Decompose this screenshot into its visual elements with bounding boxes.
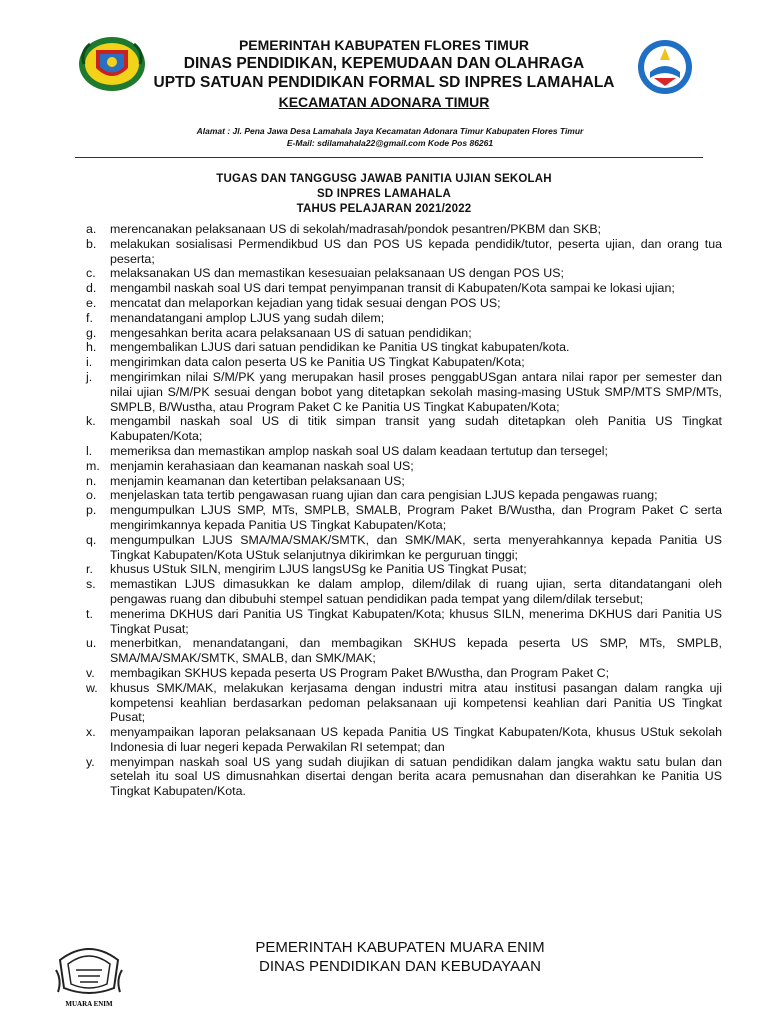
duty-letter: q.	[86, 532, 97, 547]
duty-text: mengambil naskah soal US dari tempat penyimpanan transit di Kabupaten/Kota sampai ke lokasi ujian;	[110, 281, 675, 296]
letterhead-department: DINAS PENDIDIKAN, KEPEMUDAAN DAN OLAHRAGA	[183, 55, 585, 72]
duty-letter: e.	[86, 295, 97, 310]
duty-letter: b.	[86, 236, 97, 251]
address-line: Alamat : Jl. Pena Jawa Desa Lamahala Jaya Kecamatan Adonara Timur Kabupaten Flores Timur	[196, 126, 584, 136]
duty-letter: f.	[86, 310, 93, 325]
footer-logo-caption: MUARA ENIM	[65, 1000, 113, 1008]
duty-item	[86, 533, 722, 563]
duty-item	[86, 503, 722, 533]
duty-item	[86, 266, 722, 281]
duty-item	[86, 636, 722, 666]
letterhead	[0, 36, 768, 112]
header-divider	[75, 157, 703, 158]
duty-letter: k.	[86, 414, 96, 429]
duty-item	[86, 355, 722, 370]
duty-text: menjelaskan tata tertib pengawasan ruang ujian dan cara pengisian LJUS kepada pengawas ruang;	[110, 488, 658, 503]
duty-item	[86, 488, 722, 503]
duty-item	[86, 237, 722, 267]
duty-letter: g.	[86, 325, 97, 340]
duty-letter: n.	[86, 473, 97, 488]
duty-letter: u.	[86, 636, 97, 651]
duty-item	[86, 444, 722, 459]
duty-letter: i.	[86, 355, 93, 370]
duty-item	[86, 725, 722, 755]
document-title	[0, 172, 768, 217]
duty-letter: p.	[86, 503, 97, 518]
duty-text: merencanakan pelaksanaan US di sekolah/madrasah/pondok pesantren/PKBM dan SKB;	[110, 222, 602, 236]
duty-text: khusus SMK/MAK, melakukan kerjasama dengan industri mitra atau institusi pasangan dalam rangka uji kompetensi keahlian berdasarkan pedoman pelaksanaan uji kompetensi keahlian dari Panitia US Tingkat Pusat;	[110, 680, 722, 725]
duty-text: menyampaikan laporan pelaksanaan US kepada Panitia US Tingkat Kabupaten/Kota, khusus UStuk sekolah Indonesia di luar negeri kepada Perwakilan RI setempat; dan	[110, 725, 722, 754]
duty-text: melaksanakan US dan memastikan kesesuaian pelaksanaan US dengan POS US;	[110, 266, 564, 281]
letterhead-government: PEMERINTAH KABUPATEN FLORES TIMUR	[238, 37, 530, 53]
duty-item	[86, 474, 722, 489]
duty-item	[86, 370, 722, 414]
duty-text: memastikan LJUS dimasukkan ke dalam amplop, dilem/dilak di ruang ujian, serta ditandatangani oleh pengawas ruang dan dibubuhi stempel satuan pendidikan pada tempat yang dilem/dilak tersebut;	[110, 577, 722, 606]
duty-text: mencatat dan melaporkan kejadian yang tidak sesuai dengan POS US;	[110, 295, 501, 310]
duty-text: mengesahkan berita acara pelaksanaan US di satuan pendidikan;	[110, 325, 472, 340]
duty-letter: m.	[86, 458, 100, 473]
duty-text: mengumpulkan LJUS SMP, MTs, SMPLB, SMALB, Program Paket B/Wustha, dan Program Paket C serta mengirimkannya kepada Panitia US Tingkat Kabupaten/Kota;	[110, 503, 722, 532]
letterhead-district: KECAMATAN ADONARA TIMUR	[278, 94, 490, 110]
duty-letter: c.	[86, 266, 96, 281]
duty-item	[86, 281, 722, 296]
duty-letter: v.	[86, 665, 95, 680]
duty-text: menjamin kerahasiaan dan keamanan naskah soal US;	[110, 458, 414, 473]
footer-line-2: DINAS PENDIDIKAN DAN KEBUDAYAAN	[258, 958, 541, 975]
duty-letter: r.	[86, 562, 93, 577]
duty-text: melakukan sosialisasi Permendikbud US dan POS US kepada pendidik/tutor, peserta ujian, dan orang tua peserta;	[110, 236, 722, 266]
footer-heading	[150, 938, 650, 976]
duty-item	[86, 459, 722, 474]
duty-letter: w.	[86, 680, 98, 695]
duty-item	[86, 340, 722, 355]
duty-text: menerbitkan, menandatangani, dan membagikan SKHUS kepada peserta US SMP, MTs, SMPLB, SMA/MA/SMAK/SMTK, SMALB, dan SMK/MAK;	[110, 636, 722, 666]
duty-letter: o.	[86, 488, 97, 503]
muara-enim-crest-icon	[54, 940, 124, 1010]
duty-letter: x.	[86, 725, 96, 740]
duty-letter: y.	[86, 754, 95, 769]
title-line-2: SD INPRES LAMAHALA	[317, 188, 451, 200]
duty-text: khusus UStuk SILN, mengirim LJUS langsUSg ke Panitia US Tingkat Pusat;	[110, 562, 527, 577]
duty-text: mengambil naskah soal US di titik simpan transit yang sudah ditetapkan oleh Panitia US Tingkat Kabupaten/Kota;	[110, 414, 722, 444]
duty-item	[86, 607, 722, 637]
duty-item	[86, 681, 722, 725]
email-line: E-Mail: sdilamahala22@gmail.com Kode Pos 86261	[286, 138, 494, 148]
duty-item	[86, 222, 722, 237]
duty-item	[86, 562, 722, 577]
duty-letter: l.	[86, 443, 93, 458]
duty-item	[86, 311, 722, 326]
duty-letter: h.	[86, 340, 97, 355]
duty-letter: j.	[86, 369, 93, 384]
footer-line-1: PEMERINTAH KABUPATEN MUARA ENIM	[255, 939, 545, 956]
duty-item	[86, 296, 722, 311]
duty-text: mengirimkan nilai S/M/PK yang merupakan hasil proses penggabUSgan antara nilai rapor per semester dan nilai ujian S/M/PK sesuai dengan bobot yang ditetapkan sekolah masing-masing UStuk SMP/MTS SMP/MTs, SMPLB, B/Wustha, atau Program Paket C ke Panitia US Tingkat Kabupaten/Kota;	[110, 369, 722, 414]
duty-item	[86, 666, 722, 681]
duty-letter: d.	[86, 281, 97, 296]
duty-text: menyimpan naskah soal US yang sudah diujikan di satuan pendidikan dalam jangka waktu satu bulan dan setelah itu soal US dimusnahkan disertai dengan berita acara pemusnahan dan diserahkan ke Panitia US Tingkat Kabupaten/Kota.	[110, 754, 722, 799]
duty-item	[86, 577, 722, 607]
duty-text: menjamin keamanan dan ketertiban pelaksanaan US;	[110, 473, 405, 488]
duties-list	[86, 222, 722, 799]
duty-text: membagikan SKHUS kepada peserta US Program Paket B/Wustha, dan Program Paket C;	[110, 665, 610, 680]
duty-item	[86, 414, 722, 444]
duty-text: menandatangani amplop LJUS yang sudah dilem;	[110, 310, 385, 325]
duty-text: menerima DKHUS dari Panitia US Tingkat Kabupaten/Kota; khusus SILN, menerima DKHUS dari Panitia US Tingkat Pusat;	[110, 606, 722, 636]
duty-text: mengumpulkan LJUS SMA/MA/SMAK/SMTK, dan SMK/MAK, serta menyerahkannya kepada Panitia US Tingkat Kabupaten/Kota UStuk selanjutnya dikirimkan ke perguruan tinggi;	[110, 532, 722, 562]
title-line-1: TUGAS DAN TANGGUSG JAWAB PANITIA UJIAN SEKOLAH	[216, 173, 552, 185]
duty-text: memeriksa dan memastikan amplop naskah soal US dalam keadaan tertutup dan tersegel;	[110, 443, 608, 458]
duty-letter: t.	[86, 606, 93, 621]
duty-text: mengirimkan data calon peserta US ke Panitia US Tingkat Kabupaten/Kota;	[110, 355, 525, 370]
letterhead-address	[110, 125, 670, 149]
duty-item	[86, 326, 722, 341]
duty-item	[86, 755, 722, 799]
title-line-3: TAHUS PELAJARAN 2021/2022	[296, 203, 472, 215]
duty-text: mengembalikan LJUS dari satuan pendidikan ke Panitia US tingkat kabupaten/kota.	[110, 340, 570, 355]
duty-letter: s.	[86, 577, 96, 592]
letterhead-school: UPTD SATUAN PENDIDIKAN FORMAL SD INPRES LAMAHALA	[153, 74, 615, 91]
duty-letter: a.	[86, 222, 97, 236]
